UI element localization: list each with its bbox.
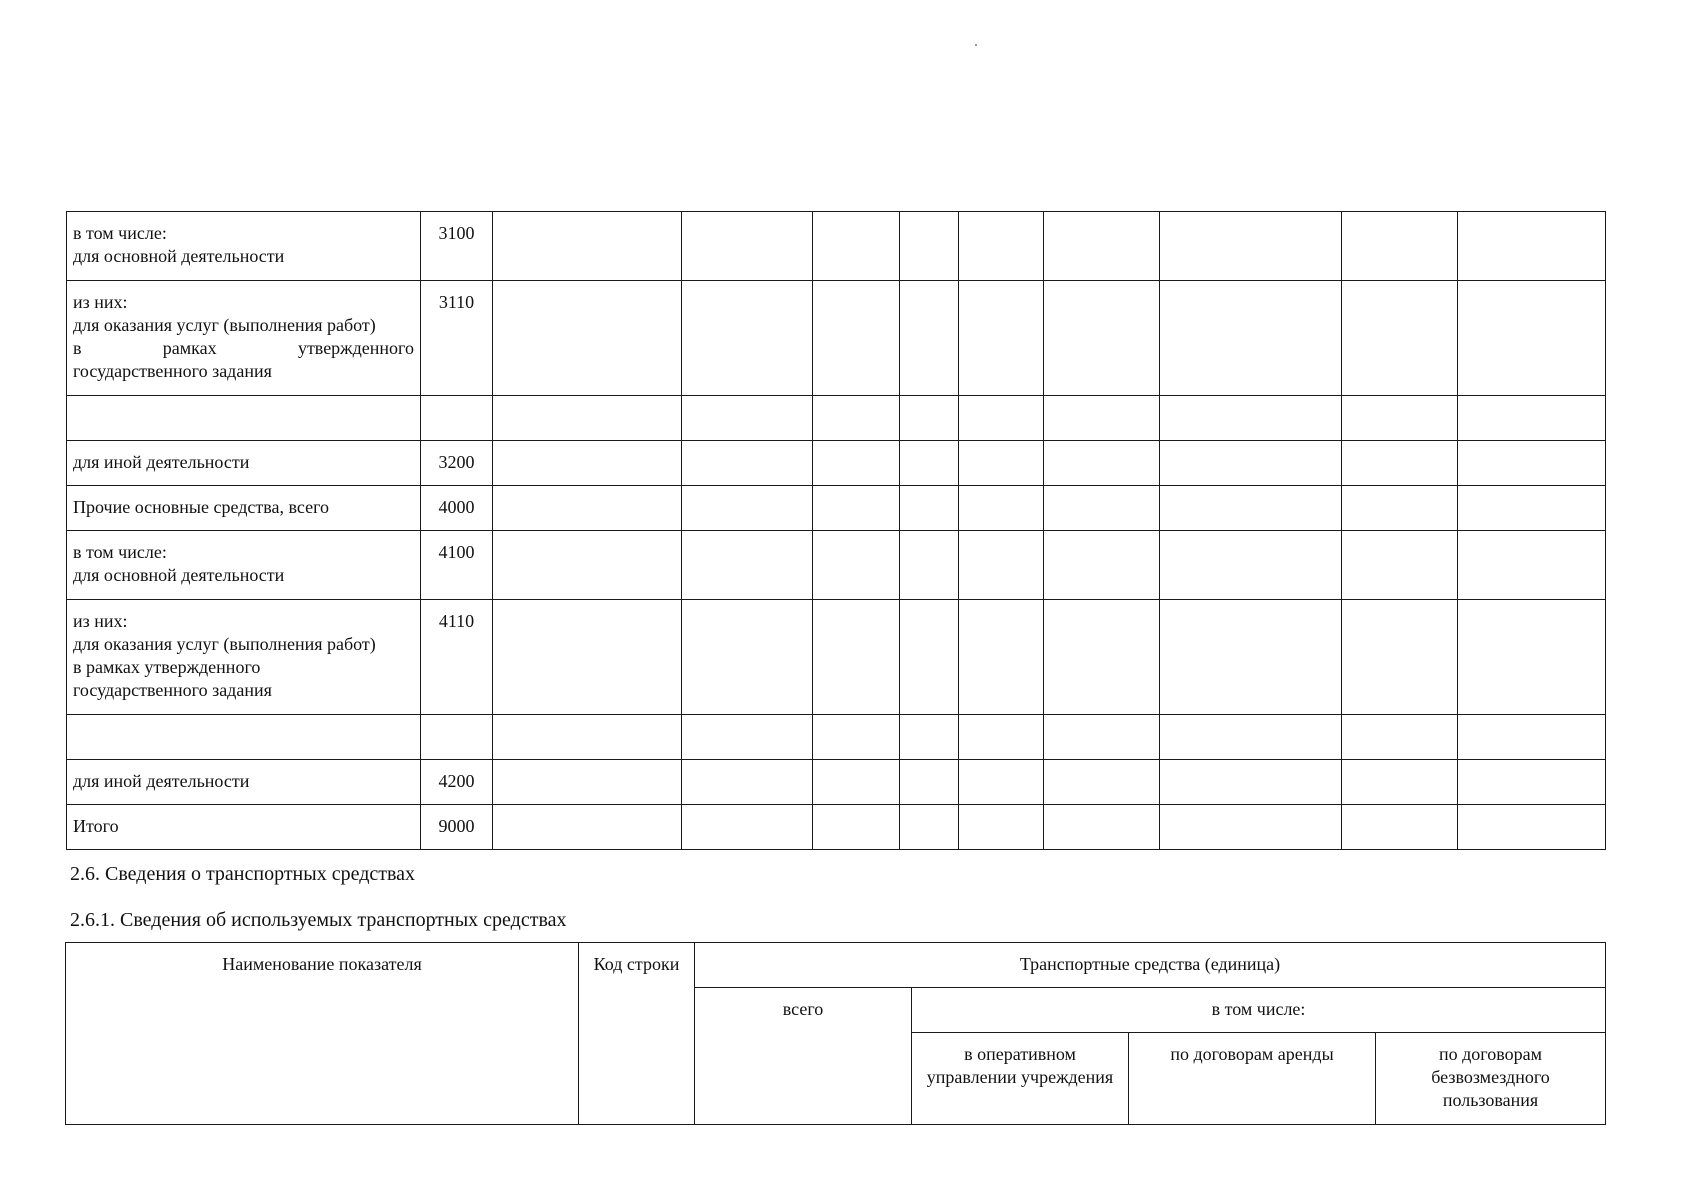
table-row [67, 531, 1606, 600]
value-cell[interactable] [1044, 600, 1160, 715]
row-code-cell: 3200 [421, 441, 493, 486]
value-cell[interactable] [1160, 396, 1342, 441]
transport-table [65, 942, 1606, 1125]
row-code-cell: 4200 [421, 760, 493, 805]
table-row [67, 441, 1606, 486]
value-cell[interactable] [1342, 531, 1458, 600]
value-cell[interactable] [682, 281, 813, 396]
row-label-word: утвержденного [297, 338, 414, 358]
value-cell[interactable] [1342, 441, 1458, 486]
table-row [67, 281, 1606, 396]
value-cell[interactable] [959, 396, 1044, 441]
value-cell[interactable] [1044, 715, 1160, 760]
value-cell[interactable] [493, 441, 682, 486]
col-header-free-use: по договорам безвозмездного пользования [1376, 1033, 1606, 1125]
value-cell[interactable] [1458, 212, 1606, 281]
value-cell[interactable] [959, 805, 1044, 850]
row-label-cell [67, 760, 421, 805]
col-header-including: в том числе: [912, 988, 1606, 1033]
row-label-line: для основной деятельности [73, 246, 285, 266]
row-label-line: из них: [73, 611, 128, 631]
scan-speck [975, 44, 977, 46]
row-label-line: для основной деятельности [73, 565, 285, 585]
value-cell[interactable] [1458, 486, 1606, 531]
col-header-transport-group: Транспортные средства (единица) [695, 943, 1606, 988]
value-cell[interactable] [1044, 760, 1160, 805]
value-cell[interactable] [493, 715, 682, 760]
value-cell[interactable] [1160, 600, 1342, 715]
value-cell[interactable] [1458, 396, 1606, 441]
table-row [67, 715, 1606, 760]
row-label-word: рамках [162, 338, 217, 358]
value-cell[interactable] [1458, 281, 1606, 396]
value-cell[interactable] [1160, 760, 1342, 805]
value-cell[interactable] [493, 486, 682, 531]
value-cell[interactable] [1458, 441, 1606, 486]
value-cell[interactable] [1342, 486, 1458, 531]
value-cell[interactable] [959, 600, 1044, 715]
value-cell[interactable] [1044, 805, 1160, 850]
value-cell[interactable] [1458, 600, 1606, 715]
row-label-cell [67, 715, 421, 760]
value-cell[interactable] [813, 396, 900, 441]
row-label-line: в том числе: [73, 542, 167, 562]
value-cell[interactable] [900, 212, 959, 281]
value-cell[interactable] [493, 212, 682, 281]
row-code-cell: 4100 [421, 531, 493, 600]
value-cell[interactable] [1342, 212, 1458, 281]
col-header-total: всего [695, 988, 912, 1125]
value-cell[interactable] [900, 805, 959, 850]
row-label-cell [67, 805, 421, 850]
value-cell[interactable] [682, 486, 813, 531]
row-label-cell [67, 600, 421, 715]
value-cell[interactable] [959, 760, 1044, 805]
row-label-cell [67, 212, 421, 281]
row-label-line: в рамках утвержденного [73, 657, 261, 677]
value-cell[interactable] [1458, 805, 1606, 850]
row-label-line: из них: [73, 292, 128, 312]
section-2-6-1-title: 2.6.1. Сведения об используемых транспортных средствах [70, 909, 567, 931]
value-cell[interactable] [493, 760, 682, 805]
value-cell[interactable] [1458, 760, 1606, 805]
value-cell[interactable] [493, 600, 682, 715]
row-label-justified-line [73, 337, 414, 360]
row-code-cell: 4110 [421, 600, 493, 715]
table-row [67, 486, 1606, 531]
value-cell[interactable] [1342, 760, 1458, 805]
row-label-cell [67, 396, 421, 441]
value-cell[interactable] [682, 441, 813, 486]
row-label-line: для оказания услуг (выполнения работ) [73, 634, 376, 654]
value-cell[interactable] [959, 212, 1044, 281]
value-cell[interactable] [1342, 805, 1458, 850]
row-label-cell [67, 531, 421, 600]
row-label-cell [67, 441, 421, 486]
row-label-line: для иной деятельности [73, 452, 250, 472]
row-code-cell: 4000 [421, 486, 493, 531]
value-cell[interactable] [813, 715, 900, 760]
table-row [67, 760, 1606, 805]
row-label-word: в [73, 338, 82, 358]
col-header-indicator-name: Наименование показателя [66, 943, 579, 1125]
value-cell[interactable] [900, 715, 959, 760]
value-cell[interactable] [682, 212, 813, 281]
value-cell[interactable] [682, 805, 813, 850]
value-cell[interactable] [1160, 715, 1342, 760]
table-row [67, 212, 1606, 281]
row-label-line: государственного задания [73, 680, 272, 700]
row-label-line: для иной деятельности [73, 771, 250, 791]
value-cell[interactable] [813, 441, 900, 486]
value-cell[interactable] [813, 212, 900, 281]
col-header-operational-management: в оперативном управлении учреждения [912, 1033, 1129, 1125]
value-cell[interactable] [1044, 441, 1160, 486]
value-cell[interactable] [813, 805, 900, 850]
value-cell[interactable] [1342, 715, 1458, 760]
value-cell[interactable] [900, 486, 959, 531]
row-code-cell [421, 396, 493, 441]
value-cell[interactable] [1160, 486, 1342, 531]
value-cell[interactable] [493, 396, 682, 441]
table-row [67, 805, 1606, 850]
value-cell[interactable] [493, 281, 682, 396]
table-row [67, 600, 1606, 715]
value-cell[interactable] [1044, 212, 1160, 281]
value-cell[interactable] [1342, 396, 1458, 441]
value-cell[interactable] [959, 531, 1044, 600]
row-code-cell: 9000 [421, 805, 493, 850]
value-cell[interactable] [1044, 486, 1160, 531]
value-cell[interactable] [1160, 281, 1342, 396]
value-cell[interactable] [959, 486, 1044, 531]
value-cell[interactable] [813, 486, 900, 531]
value-cell[interactable] [493, 531, 682, 600]
col-header-lease: по договорам аренды [1129, 1033, 1376, 1125]
row-label-line: Прочие основные средства, всего [73, 497, 330, 517]
col-header-row-code: Код строки [579, 943, 695, 1125]
value-cell[interactable] [1160, 805, 1342, 850]
value-cell[interactable] [1160, 531, 1342, 600]
value-cell[interactable] [1458, 531, 1606, 600]
row-label-line: государственного задания [73, 361, 272, 381]
value-cell[interactable] [813, 281, 900, 396]
row-label-line: в том числе: [73, 223, 167, 243]
value-cell[interactable] [1342, 281, 1458, 396]
value-cell[interactable] [682, 396, 813, 441]
value-cell[interactable] [959, 281, 1044, 396]
value-cell[interactable] [1342, 600, 1458, 715]
value-cell[interactable] [493, 805, 682, 850]
value-cell[interactable] [1044, 281, 1160, 396]
value-cell[interactable] [900, 396, 959, 441]
value-cell[interactable] [900, 760, 959, 805]
value-cell[interactable] [959, 715, 1044, 760]
value-cell[interactable] [682, 715, 813, 760]
value-cell[interactable] [959, 441, 1044, 486]
row-label-cell [67, 486, 421, 531]
value-cell[interactable] [813, 531, 900, 600]
row-code-cell [421, 715, 493, 760]
value-cell[interactable] [813, 600, 900, 715]
section-2-6-title: 2.6. Сведения о транспортных средствах [70, 863, 416, 885]
value-cell[interactable] [682, 600, 813, 715]
value-cell[interactable] [1044, 396, 1160, 441]
fixed-assets-table [66, 211, 1606, 850]
value-cell[interactable] [682, 760, 813, 805]
row-label-line: для оказания услуг (выполнения работ) [73, 315, 376, 335]
value-cell[interactable] [813, 760, 900, 805]
value-cell[interactable] [1160, 212, 1342, 281]
table-row [67, 396, 1606, 441]
row-label-cell [67, 281, 421, 396]
row-code-cell: 3110 [421, 281, 493, 396]
value-cell[interactable] [1458, 715, 1606, 760]
row-label-line: Итого [73, 816, 119, 836]
value-cell[interactable] [900, 531, 959, 600]
value-cell[interactable] [1160, 441, 1342, 486]
value-cell[interactable] [900, 600, 959, 715]
value-cell[interactable] [900, 441, 959, 486]
value-cell[interactable] [682, 531, 813, 600]
value-cell[interactable] [1044, 531, 1160, 600]
row-code-cell: 3100 [421, 212, 493, 281]
value-cell[interactable] [900, 281, 959, 396]
